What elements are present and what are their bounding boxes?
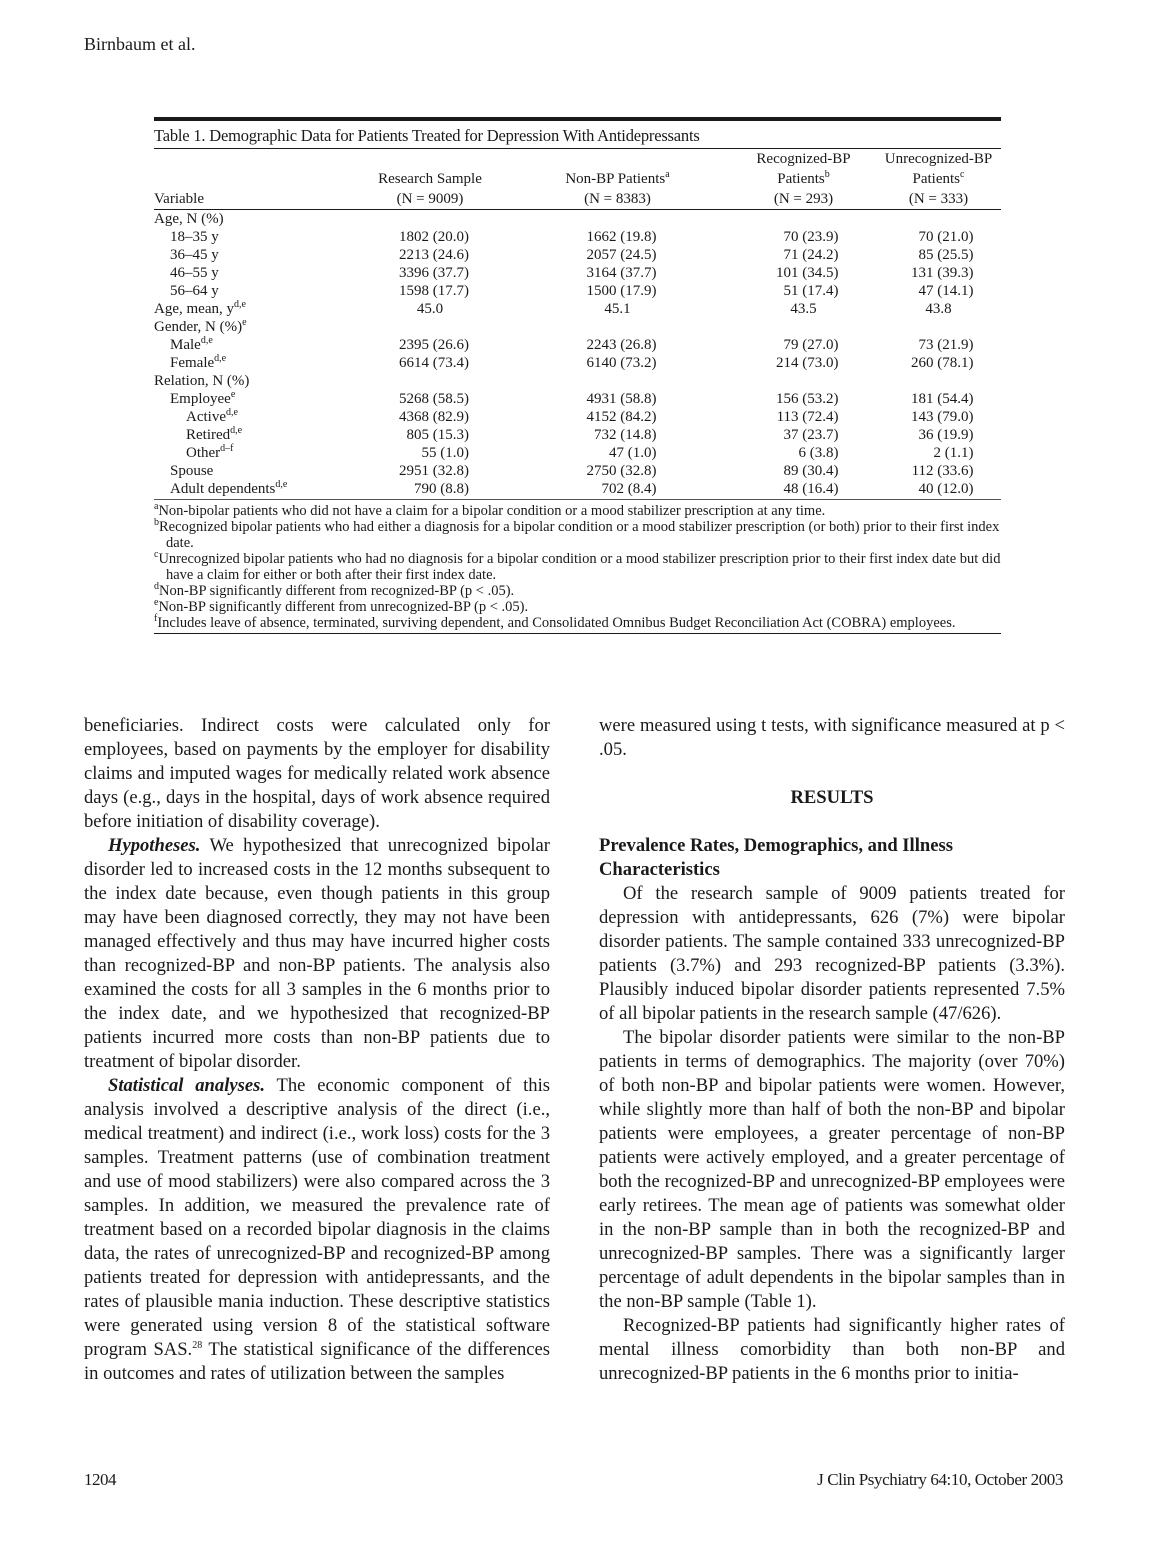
table-cell: 47 (1.0): [609, 445, 657, 461]
footnote: $^a$Non-bipolar patients who did not have a claim for a bipolar condition or a mood stabilizer prescription at any time.: [154, 501, 826, 519]
column-header: Variable: [154, 189, 356, 210]
footnote-marker: e: [230, 389, 236, 400]
table-cell: 131 (39.3): [911, 265, 974, 281]
row-label: Adult dependents$^{d,e}$: [154, 480, 356, 500]
table-cell: 45.0: [416, 301, 444, 317]
table-cell: 6 (3.8): [798, 445, 839, 461]
table-header-row: [154, 169, 1001, 189]
table-cell: 48 (16.4): [731, 480, 876, 500]
row-label: 46–55 y: [170, 265, 219, 281]
footnote-marker: d,e: [275, 479, 288, 490]
table-cell: 2213 (24.6): [399, 247, 469, 263]
footnote-marker: d,e: [225, 407, 238, 418]
table-row: [154, 264, 1001, 282]
footnote-marker: b: [824, 169, 830, 180]
row-label: Relation, N (%): [154, 373, 250, 389]
row-label: 36–45 y: [170, 247, 219, 263]
table-cell: 85 (25.5): [918, 247, 974, 263]
table-header-row: [154, 189, 1001, 210]
table-cell: 181 (54.4): [911, 391, 974, 407]
table-cell: 113 (72.4): [776, 409, 839, 425]
footnote-marker: a: [154, 501, 159, 513]
table-row: [154, 390, 1001, 408]
table-cell: 2 (1.1): [933, 445, 974, 461]
row-label: Age, N (%): [154, 211, 224, 227]
footnote-marker: b: [154, 517, 159, 529]
column-header: (N = 8383): [504, 189, 731, 210]
table-cell: 2057 (24.5): [586, 247, 657, 263]
table-cell: 3396 (37.7): [399, 265, 469, 281]
row-label: Spouse: [170, 463, 214, 479]
paragraph: The bipolar disorder patients were similar to the non-BP patients in terms of demographics. The majority (over 70%) of both non-BP and bipolar patients were women. However, while slightly more than half of both the non-BP and bipolar patients were employees, a greater percentage of non-BP patients were actively employed, and a greater percentage of both the recognized-BP and unrecognized-BP employees were early retirees. The mean age of patients was somewhat older in the non-BP sample than in both the recognized-BP and unrecognized-BP samples. There was a significantly larger percentage of adult dependents in the bipolar samples than in the non-BP sample (Table 1).: [599, 1027, 1065, 1312]
table-cell: [504, 318, 731, 336]
row-label: Retired$^{d,e}$: [186, 425, 243, 443]
table-cell: 70 (23.9): [783, 229, 839, 245]
row-label: 18–35 y: [170, 229, 219, 245]
table-row: [154, 228, 1001, 246]
table-cell: [876, 318, 1001, 336]
table-cell: 702 (8.4): [504, 480, 731, 500]
table-cell: 3164 (37.7): [586, 265, 657, 281]
table-cell: 2243 (26.8): [586, 337, 657, 353]
footnote-marker: d,e: [214, 353, 227, 364]
table-row: [154, 318, 1001, 336]
table-cell: [504, 210, 731, 229]
column-header: Patients$^b$: [777, 169, 830, 187]
table-cell: 5268 (58.5): [399, 391, 469, 407]
column-header: (N = 9009): [356, 189, 504, 210]
column-header: [504, 149, 731, 169]
footnote: $^e$Non-BP significantly different from unrecognized-BP (p < .05).: [154, 597, 529, 615]
footnote-marker: c: [960, 169, 965, 180]
running-head: Birnbaum et al.: [84, 34, 196, 54]
table-cell: 37 (23.7): [783, 427, 839, 443]
footnote-marker: d–f: [220, 443, 234, 454]
footnote: $^c$Unrecognized bipolar patients who had no diagnosis for a bipolar condition or a mood stabilizer prescription prior to their first index date but did have a claim for either or both after their first index date.: [154, 549, 1001, 583]
table-header-row: [154, 149, 1001, 169]
page-number: 1204: [84, 1470, 116, 1489]
table-cell: 143 (79.0): [911, 409, 974, 425]
table-cell: [876, 210, 1001, 229]
column-header: Recognized-BP: [756, 151, 851, 167]
table-cell: [876, 372, 1001, 390]
footnote-marker: d: [154, 581, 159, 593]
table-row: [154, 408, 1001, 426]
table-cell: 45.1: [604, 301, 631, 317]
table-cell: [504, 372, 731, 390]
table-cell: 732 (14.8): [594, 427, 657, 443]
table-cell: 112 (33.6): [911, 463, 974, 479]
footnote-marker: e: [154, 597, 159, 609]
table-cell: 1802 (20.0): [399, 229, 469, 245]
paragraph: Recognized-BP patients had significantly higher rates of mental illness comorbidity than both non-BP and unrecognized-BP patients in the 6 months prior to initia-: [599, 1315, 1065, 1384]
subheading: Prevalence Rates, Demographics, and Illness Characteristics: [599, 835, 953, 880]
table-cell: 6614 (73.4): [399, 355, 469, 371]
footnote-marker: d,e: [230, 425, 243, 436]
column-header: Research Sample: [378, 171, 482, 187]
footnote-marker: d,e: [233, 299, 246, 310]
footnote: $^b$Recognized bipolar patients who had either a diagnosis for a bipolar condition or a mood stabilizer prescription (or both) prior to their first index date.: [154, 517, 1000, 551]
table-row: [154, 462, 1001, 480]
paragraph: Of the research sample of 9009 patients treated for depression with antidepressants, 626 (7%) were bipolar disorder patients. The sample contained 333 unrecognized-BP patients (3.7%) and 293 recognized-BP patients (3.3%). Plausibly induced bipolar disorder patients represented 7.5% of all bipolar patients in the research sample (47/626).: [599, 883, 1065, 1024]
run-in-heading: Hypotheses.: [108, 835, 201, 856]
table-cell: 47 (14.1): [918, 283, 974, 299]
table-row: [154, 426, 1001, 444]
table-cell: [731, 210, 876, 229]
paragraph-text: We hypothesized that unrecognized bipolar disorder led to increased costs in the 12 months subsequent to the index date because, even though patients in this group may have been diagnosed correctly, they may not have been managed effectively and thus may have incurred higher costs than recognized-BP and non-BP patients. The analysis also examined the costs for all 3 samples in the 6 months prior to the index date, and we hypothesized that recognized-BP patients incurred more costs than non-BP patients due to treatment of bipolar disorder.: [84, 835, 550, 1072]
table-cell: 2951 (32.8): [399, 463, 469, 479]
table-row: [154, 354, 1001, 372]
table-row: [154, 210, 1001, 229]
table-cell: 4152 (84.2): [586, 409, 657, 425]
table-cell: 55 (1.0): [421, 445, 469, 461]
table-cell: [731, 372, 876, 390]
table-cell: 6140 (73.2): [586, 355, 657, 371]
table-cell: 36 (19.9): [918, 427, 974, 443]
table-cell: 71 (24.2): [783, 247, 839, 263]
table-cell: 1662 (19.8): [586, 229, 657, 245]
reference-superscript: 28: [192, 1339, 203, 1351]
table-cell: [356, 318, 504, 336]
table-cell: 790 (8.8): [356, 480, 504, 500]
column-header: [154, 169, 356, 189]
table-cell: 70 (21.0): [918, 229, 974, 245]
paragraph-hypotheses: [84, 834, 550, 1074]
table-cell: 73 (21.9): [918, 337, 974, 353]
table-cell: 260 (78.1): [911, 355, 974, 371]
table-cell: 43.8: [925, 301, 952, 317]
paragraph: beneficiaries. Indirect costs were calculated only for employees, based on payments by the employer for disability claims and imputed wages for medically related work absence days (e.g., days in the hospital, days of work absence required before initiation of disability coverage).: [84, 715, 550, 832]
column-header: (N = 333): [876, 189, 1001, 210]
table-1: [154, 117, 1001, 634]
table-row: [154, 282, 1001, 300]
table-cell: 1500 (17.9): [586, 283, 657, 299]
footnote-marker: e: [242, 317, 247, 328]
run-in-heading: Statistical analyses.: [108, 1075, 265, 1096]
footnote-marker: c: [154, 549, 159, 561]
table-footnotes: [154, 500, 1001, 634]
table-cell: 89 (30.4): [783, 463, 839, 479]
journal-citation: J Clin Psychiatry 64:10, October 2003: [817, 1470, 1063, 1489]
column-header: Patients$^c$: [912, 169, 965, 187]
body-column-right: [599, 714, 1065, 1386]
row-label: Age, mean, $y^{d,e}$: [154, 299, 246, 317]
table-cell: 805 (15.3): [406, 427, 469, 443]
row-label: Employee$^e$: [170, 389, 236, 407]
table-cell: [731, 318, 876, 336]
row-label: Other$^{d-f}$: [186, 443, 234, 461]
table-row: [154, 480, 1001, 500]
table-cell: [356, 372, 504, 390]
column-header: Unrecognized-BP: [884, 151, 993, 167]
table-cell: 156 (53.2): [776, 391, 839, 407]
table-cell: 43.5: [790, 301, 817, 317]
row-label: Active$^{d,e}$: [186, 407, 238, 425]
footnote-marker: f: [154, 613, 158, 625]
table-title: Table 1. Demographic Data for Patients Treated for Depression With Antidepressants: [154, 121, 1001, 149]
table-row: [154, 246, 1001, 264]
row-label: 56–64 y: [170, 283, 219, 299]
footnote-marker: a: [665, 169, 670, 180]
table-row: [154, 444, 1001, 462]
paragraph: were measured using t tests, with significance measured at p < .05.: [599, 715, 1065, 760]
table-cell: 79 (27.0): [783, 337, 839, 353]
row-label: Male$^{d,e}$: [170, 335, 213, 353]
table-cell: [356, 210, 504, 229]
column-header: [154, 149, 356, 169]
footnote: $^d$Non-BP significantly different from recognized-BP (p < .05).: [154, 581, 515, 599]
footnote-marker: d,e: [200, 335, 213, 346]
section-heading-results: RESULTS: [790, 787, 874, 808]
column-header: Non-BP Patients$^a$: [565, 169, 670, 187]
table-cell: 2395 (26.6): [399, 337, 469, 353]
column-header: [356, 149, 504, 169]
paragraph-statistical-analyses: [84, 1074, 550, 1386]
table-cell: 4931 (58.8): [586, 391, 657, 407]
table-cell: 2750 (32.8): [586, 463, 657, 479]
table-row: [154, 336, 1001, 354]
table-cell: 4368 (82.9): [399, 409, 469, 425]
table-cell: 214 (73.0): [776, 355, 839, 371]
demographics-table: [154, 149, 1001, 500]
paragraph-text: The statistical significance of the differences in outcomes and rates of utilization between the samples: [84, 1339, 550, 1384]
body-column-left: [84, 714, 550, 1386]
row-label: Female$^{d,e}$: [170, 353, 227, 371]
footnote: $^f$Includes leave of absence, terminated, surviving dependent, and Consolidated Omnibus Budget Reconciliation Act (COBRA) employees.: [154, 613, 956, 631]
table-cell: 51 (17.4): [783, 283, 839, 299]
table-cell: 1598 (17.7): [399, 283, 469, 299]
table-cell: 101 (34.5): [776, 265, 839, 281]
table-row: [154, 300, 1001, 318]
table-cell: 40 (12.0): [876, 480, 1001, 500]
column-header: (N = 293): [731, 189, 876, 210]
paragraph-text: The economic component of this analysis involved a descriptive analysis of the direct (i.e., medical treatment) and indirect (i.e., work loss) costs for the 3 samples. Treatment patterns (use of combination treatment and use of mood stabilizers) were also compared across the 3 samples. In addition, we measured the prevalence rate of treatment based on a recorded bipolar diagnosis in the claims data, the rates of unrecognized-BP and recognized-BP among patients treated for depression with antidepressants, and the rates of plausible mania induction. These descriptive statistics were generated using version 8 of the statistical software program SAS.: [84, 1075, 550, 1360]
row-label: Gender, N (%)$^e$: [154, 317, 247, 335]
table-row: [154, 372, 1001, 390]
